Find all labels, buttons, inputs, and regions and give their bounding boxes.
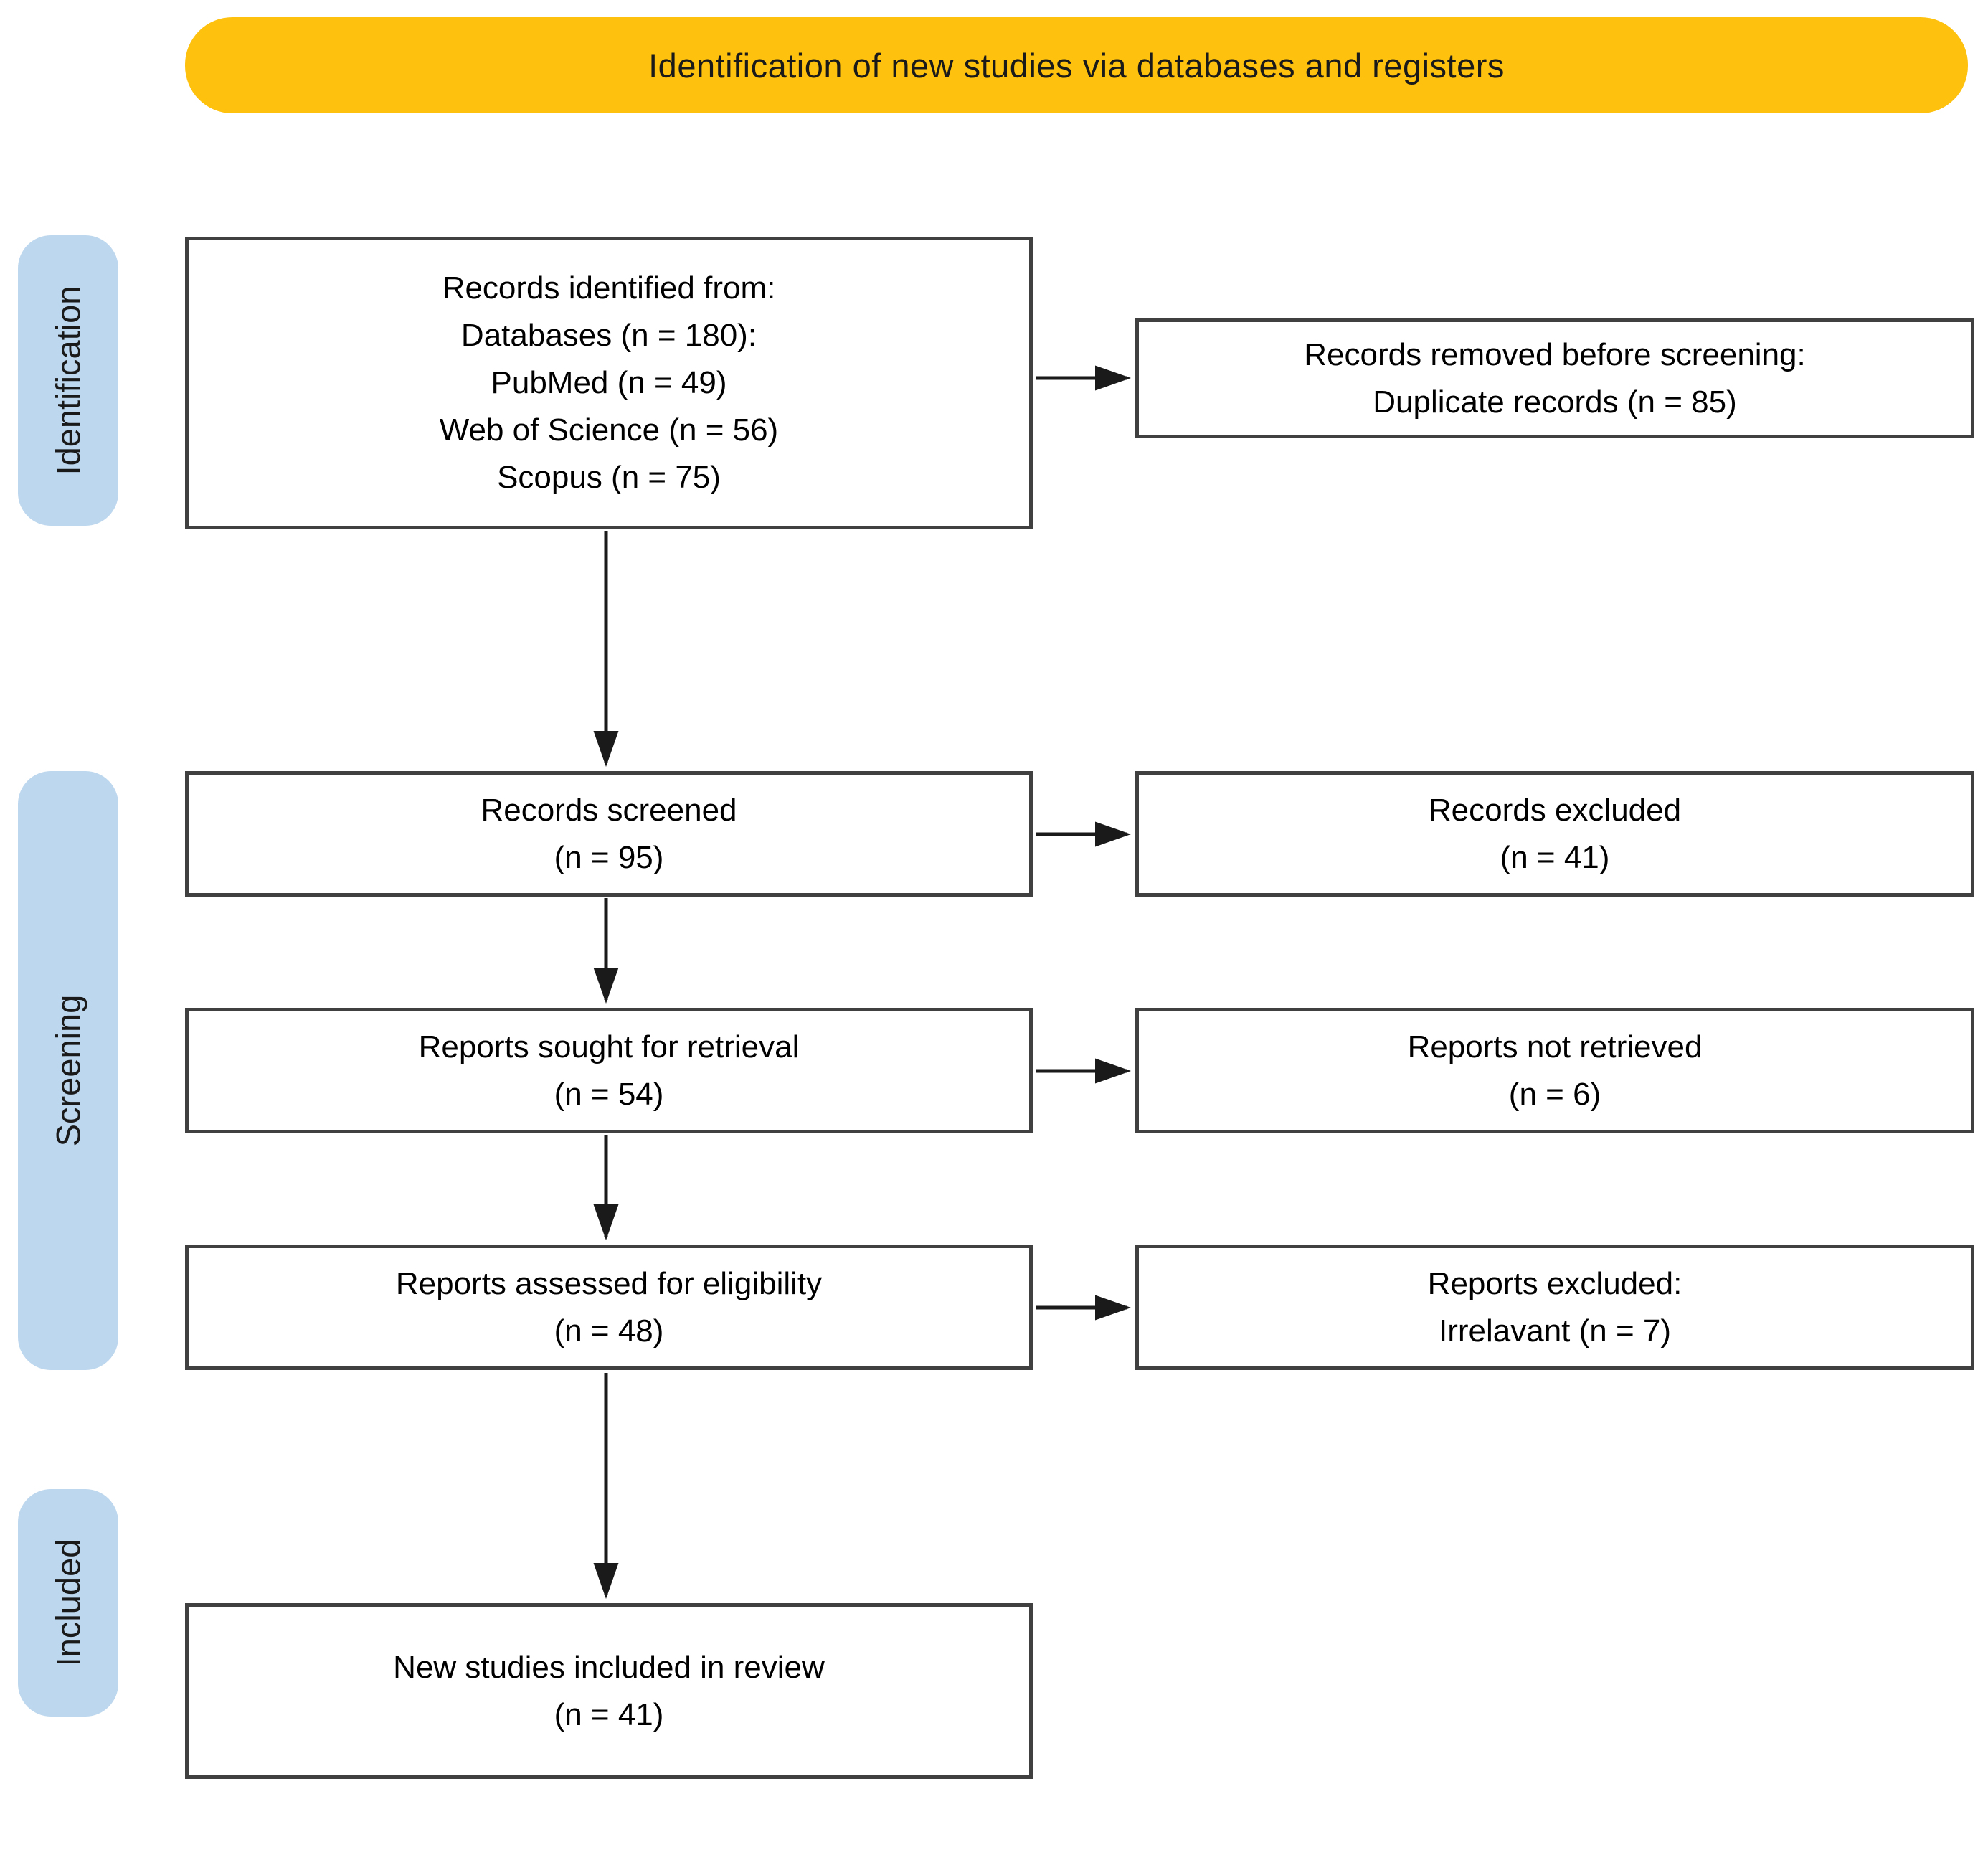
box-records-identified <box>185 237 1033 529</box>
box-line: Records identified from: <box>442 270 776 306</box>
box-line: New studies included in review <box>393 1649 825 1685</box>
stage-label-identification: Identification <box>49 285 87 476</box>
box-line: Reports assessed for eligibility <box>395 1265 823 1301</box>
stage-label-included: Included <box>49 1539 87 1667</box>
box-line: Records excluded <box>1428 792 1682 828</box>
box-line: Reports excluded: <box>1427 1265 1682 1301</box>
box-studies-included <box>185 1603 1033 1779</box>
box-line: (n = 54) <box>554 1076 664 1112</box>
banner-title: Identification of new studies via databases and registers <box>648 46 1505 85</box>
box-reports-sought <box>185 1008 1033 1133</box>
stage-tab-screening <box>18 771 118 1370</box>
box-line: Scopus (n = 75) <box>497 460 721 495</box>
box-records-removed <box>1135 318 1974 438</box>
box-line: Reports sought for retrieval <box>418 1029 800 1064</box>
box-line: Records removed before screening: <box>1304 336 1806 372</box>
stage-tab-identification <box>18 235 118 526</box>
banner <box>185 17 1968 113</box>
box-line: PubMed (n = 49) <box>491 365 727 400</box>
box-line: Duplicate records (n = 85) <box>1373 384 1737 420</box>
stage-label-screening: Screening <box>49 994 87 1147</box>
box-records-excluded <box>1135 771 1974 897</box>
box-line: Records screened <box>481 792 737 828</box>
box-line: (n = 95) <box>554 839 664 875</box>
box-line: (n = 41) <box>554 1696 664 1732</box>
box-line: Irrelavant (n = 7) <box>1438 1313 1672 1349</box>
box-line: (n = 6) <box>1508 1076 1601 1112</box>
box-records-screened <box>185 771 1033 897</box>
box-reports-not-retrieved <box>1135 1008 1974 1133</box>
box-reports-excluded <box>1135 1245 1974 1370</box>
box-line: Reports not retrieved <box>1407 1029 1703 1064</box>
box-line: (n = 48) <box>554 1313 664 1349</box>
box-line: (n = 41) <box>1500 839 1610 875</box>
stage-tab-included <box>18 1489 118 1717</box>
box-reports-assessed <box>185 1245 1033 1370</box>
box-line: Web of Science (n = 56) <box>439 412 779 448</box>
box-line: Databases (n = 180): <box>460 318 757 353</box>
